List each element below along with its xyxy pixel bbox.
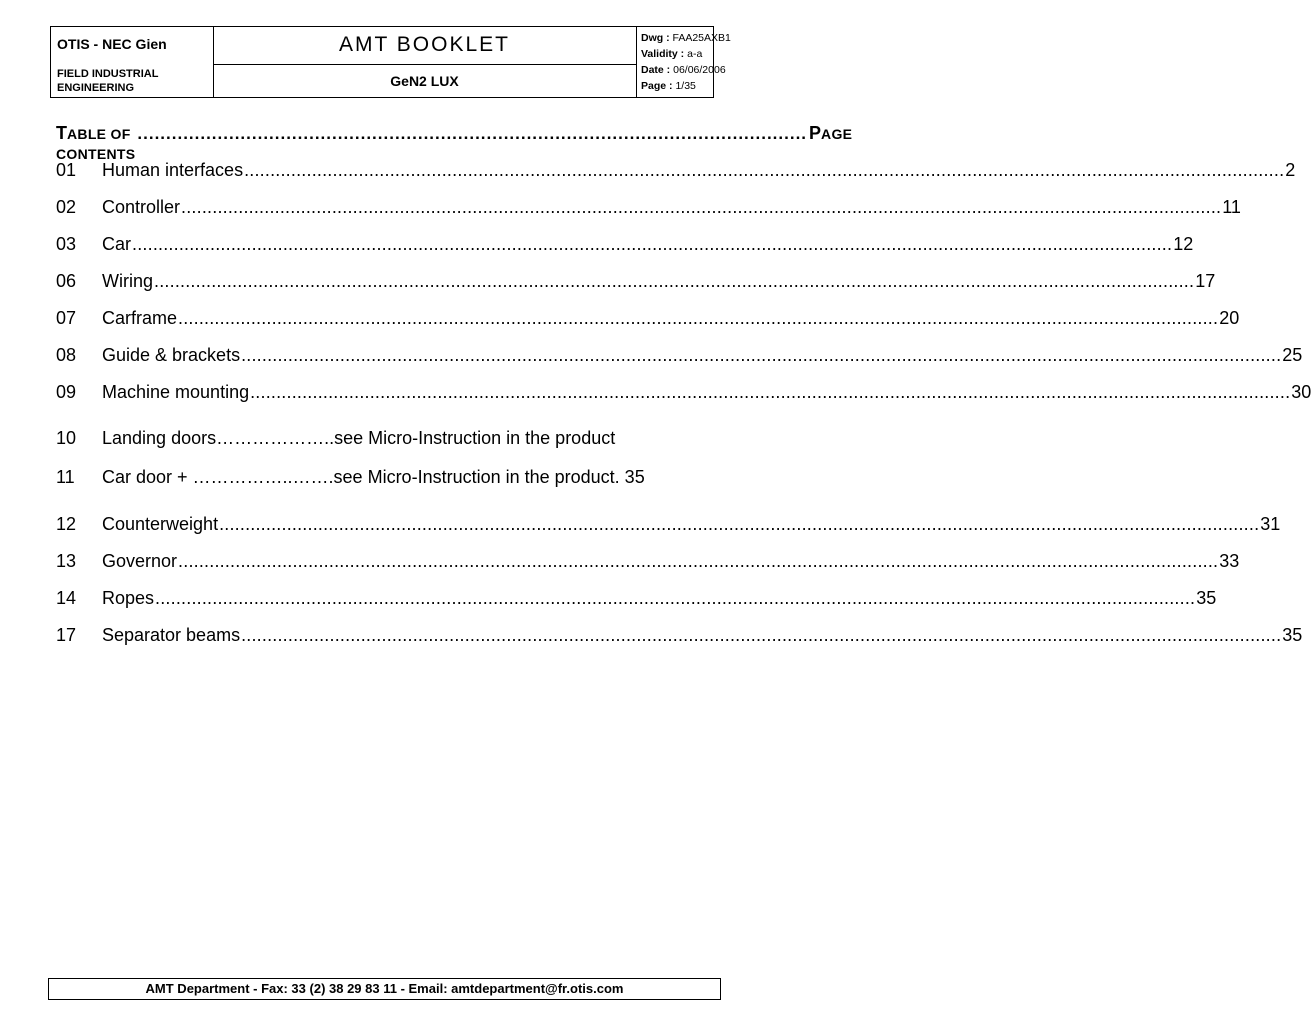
header-meta-cell xyxy=(637,27,731,97)
header-org-cell xyxy=(51,27,214,97)
toc-entry-number: 02 xyxy=(56,197,77,217)
toc-entry-leader: ........................................................................................................................................................................................................ xyxy=(250,382,1291,402)
toc-entry xyxy=(56,588,1217,610)
toc-entry-number: 07 xyxy=(56,308,77,328)
toc-entry xyxy=(56,345,1303,367)
toc-entry-title: Controller xyxy=(102,197,181,217)
department-line-2: ENGINEERING xyxy=(57,82,135,94)
toc-entry xyxy=(56,382,1311,404)
toc-entry-number: 17 xyxy=(56,625,77,645)
toc-entry-page: 35 xyxy=(1196,588,1217,608)
toc-entry-leader: ........................................................................................................................................................................................................ xyxy=(219,514,1260,534)
toc-entry-number: 03 xyxy=(56,234,77,254)
toc-entry xyxy=(56,514,1281,536)
toc-entry-title: Car door + ……………..…….see Micro-Instruction in the product. 35 xyxy=(102,467,645,487)
header-title-cell xyxy=(213,27,637,97)
toc-entry-page: 20 xyxy=(1219,308,1240,328)
toc-entry-title: Ropes xyxy=(102,588,155,608)
toc-entry-leader: ........................................................................................................................................................................................................ xyxy=(154,271,1195,291)
toc-entry-number: 11 xyxy=(56,467,75,487)
toc-entry-page: 30 xyxy=(1291,382,1311,402)
toc-entry xyxy=(56,197,1241,219)
toc-entry-number: 06 xyxy=(56,271,77,291)
toc-entry xyxy=(56,160,1296,182)
toc-entry-leader: ........................................................................................................................................................................................................ xyxy=(244,160,1285,180)
toc-entry-number: 10 xyxy=(56,428,77,448)
toc-entry-page: 33 xyxy=(1219,551,1240,571)
toc-entry xyxy=(56,551,1240,573)
document-title: AMT BOOKLET xyxy=(339,33,510,56)
toc-entry-title: Wiring xyxy=(102,271,154,291)
toc-entry xyxy=(56,271,1216,293)
toc-entry-page: 25 xyxy=(1282,345,1303,365)
toc-entry-leader: ........................................................................................................................................................................................................ xyxy=(241,345,1282,365)
toc-entry-title: Car xyxy=(102,234,132,254)
toc-entry-page: 17 xyxy=(1195,271,1216,291)
header-title-row xyxy=(213,27,636,65)
toc-entry-number: 13 xyxy=(56,551,77,571)
toc-entry-number: 14 xyxy=(56,588,77,608)
toc-entry-leader: ........................................................................................................................................................................................................ xyxy=(181,197,1222,217)
toc-entry xyxy=(56,625,1303,647)
toc-heading-title: TABLE OF CONTENTS xyxy=(56,123,136,162)
toc-entry-leader: ........................................................................................................................................................................................................ xyxy=(132,234,1173,254)
toc-entry xyxy=(56,428,714,450)
toc-entry-number: 01 xyxy=(56,160,77,180)
toc-entry-title: Carframe xyxy=(102,308,178,328)
org-name: OTIS - NEC Gien xyxy=(57,36,167,52)
toc-entry-title: Governor xyxy=(102,551,178,571)
meta-dwg: Dwg : FAA25AXB1 xyxy=(641,32,731,44)
toc-entry-leader: ........................................................................................................................................................................................................ xyxy=(155,588,1196,608)
toc-entry-leader: ........................................................................................................................................................................................................ xyxy=(241,625,1282,645)
toc-entry xyxy=(56,308,1240,330)
toc-heading-page: PAGE xyxy=(809,123,853,143)
toc-entry-number: 08 xyxy=(56,345,77,365)
toc-entry-title: Landing doors………………..see Micro-Instruction in the product xyxy=(102,428,616,448)
meta-validity: Validity : a-a xyxy=(641,48,703,60)
toc-heading xyxy=(56,123,853,162)
toc-entry-leader: ........................................................................................................................................................................................................ xyxy=(178,308,1219,328)
toc-entry-title: Guide & brackets xyxy=(102,345,241,365)
toc-entry-title: Machine mounting xyxy=(102,382,250,402)
toc-entry-title: Separator beams xyxy=(102,625,241,645)
document-subtitle: GeN2 LUX xyxy=(390,73,459,89)
toc-entry-number: 09 xyxy=(56,382,77,402)
document-header xyxy=(50,26,731,98)
toc-entry xyxy=(56,234,1194,256)
toc-entry-title: Counterweight xyxy=(102,514,219,534)
meta-block xyxy=(641,30,731,94)
toc-entry-leader: ........................................................................................................................................................................................................ xyxy=(178,551,1219,571)
meta-page: Page : 1/35 xyxy=(641,80,696,92)
toc-entry-title: Human interfaces xyxy=(102,160,244,180)
department-line-1: FIELD INDUSTRIAL xyxy=(57,68,159,80)
toc-entry xyxy=(56,467,714,489)
toc-entry-page: 35 xyxy=(1282,625,1303,645)
toc-entry-page: 11 xyxy=(1222,197,1241,217)
department-name xyxy=(57,67,207,95)
toc-heading-leader: ..................................................................................................................... xyxy=(137,124,808,143)
toc-entry-page: 31 xyxy=(1260,514,1281,534)
footer-contact: AMT Department - Fax: 33 (2) 38 29 83 11 - Email: amtdepartment@fr.otis.com xyxy=(48,978,721,1000)
toc-entry-page: 12 xyxy=(1173,234,1194,254)
toc-entry-page: 2 xyxy=(1285,160,1296,180)
toc-entry-number: 12 xyxy=(56,514,77,534)
meta-date: Date : 06/06/2006 xyxy=(641,64,726,76)
